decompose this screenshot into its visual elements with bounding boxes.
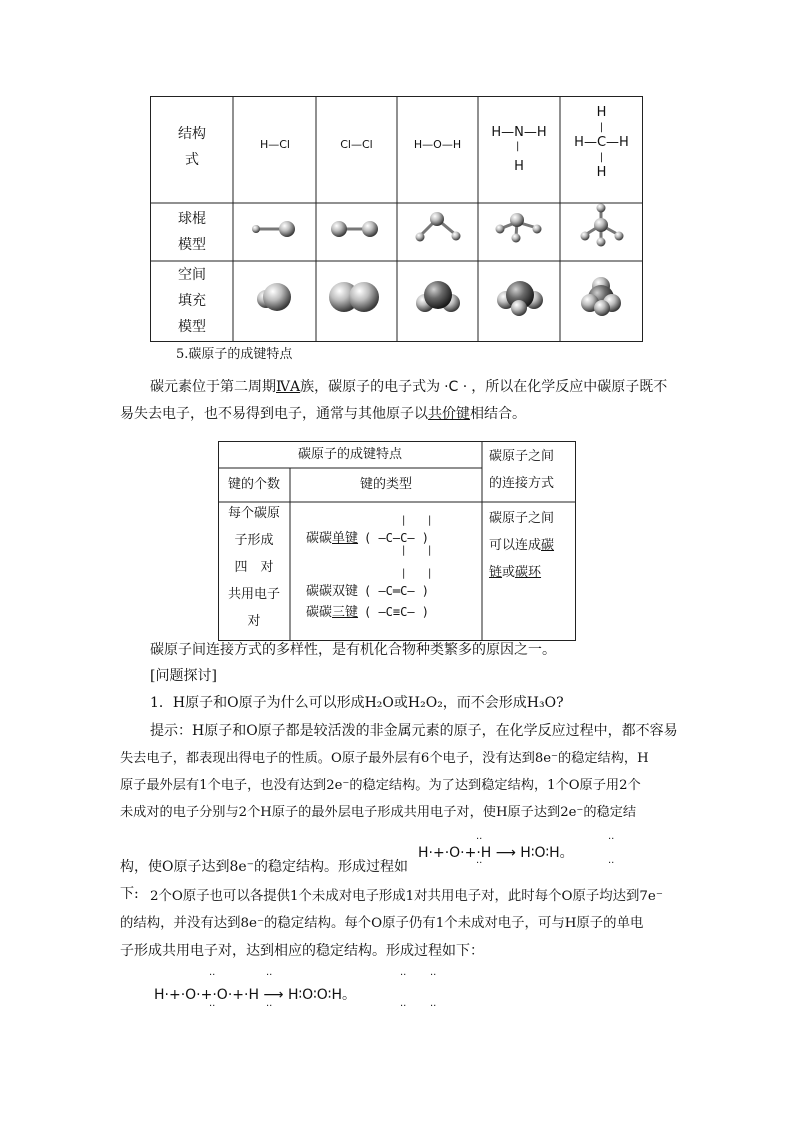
double-bond-row: 碳碳双键 <box>306 584 359 599</box>
table2-link-cell: 碳原子之间 可以连成碳 链或碳环 <box>489 511 555 580</box>
hint-line-5: 构，使O原子达到8e⁻的稳定结构。形成过程如下: <box>120 859 409 902</box>
row-label-structure: 结构 式 <box>178 126 206 168</box>
ch4-ball-stick <box>581 204 624 247</box>
para2-line-2: 的结构，并没有达到8e⁻的稳定结构。每个O原子仍有1个未成对电子，可与H原子的单电 <box>120 916 644 931</box>
table2-header-type: 键的类型 <box>359 477 412 492</box>
discussion-title: [问题探讨] <box>150 668 217 684</box>
cl2-space-fill <box>329 282 379 312</box>
nh3-ball-stick <box>496 213 542 243</box>
triple-bond-formula: ( —C≡C— ) <box>364 605 430 619</box>
carbon-electron-formula: ·C · <box>444 379 468 395</box>
h2o-ball-stick <box>416 212 461 242</box>
molecule-model-table <box>150 96 643 342</box>
triple-bond-row: 碳碳三键 <box>306 605 359 620</box>
bond-tick: | <box>428 568 432 579</box>
double-bond-formula: ( —C═C— ) <box>364 584 430 598</box>
hint-line-2: 失去电子，都表现出得电子的性质。O原子最外层有6个电子，没有达到8e⁻的稳定结构，H <box>120 751 649 766</box>
hint-line-4: 未成对的电子分别与2个H原子的最外层电子形成共用电子对，使H原子达到2e⁻的稳定结 <box>120 805 637 820</box>
h2o2-formation-equation: H·+·O·+·O·+·H ⟶ H∶O∶O∶H。 <box>154 987 356 1003</box>
table2-header-main: 碳原子的成键特点 <box>297 447 402 462</box>
ch4-space-fill <box>581 277 621 316</box>
bond-tick: | <box>428 515 432 526</box>
hint-line-3: 原子最外层有1个电子，也没有达到2e⁻的稳定结构。为了达到稳定结构，1个O原子用2个 <box>120 778 641 793</box>
para2-line-1: 2个O原子也可以各提供1个未成对电子形成1对共用电子对，此时每个O原子均达到7e⁻ <box>150 889 663 904</box>
table2-header-link: 碳原子之间 的连接方式 <box>489 449 555 491</box>
h2o-formation-equation: H·+·O·+·H ⟶ H∶O∶H。 <box>418 845 574 861</box>
h2o-space-fill <box>416 281 460 312</box>
section5-title: 5.碳原子的成键特点 <box>176 347 293 362</box>
after-table-note: 碳原子间连接方式的多样性，是有机化合物种类繁多的原因之一。 <box>150 642 556 658</box>
section5-intro-line2: 易失去电子，也不易得到电子，通常与其他原子以共价键相结合。 <box>120 406 526 422</box>
cl2-formula: Cl—Cl <box>340 138 373 151</box>
nh3-space-fill <box>497 281 543 316</box>
row-label-space-fill: 空间 填充 模型 <box>178 267 206 335</box>
single-bond-row: 碳碳单键 <box>306 531 359 546</box>
hcl-ball-stick <box>252 221 295 237</box>
carbon-bonding-table <box>218 441 576 641</box>
bond-tick: | <box>402 515 406 526</box>
ch4-formula: H | H—C—H | H <box>574 105 629 180</box>
cl2-ball-stick <box>331 221 378 237</box>
section5-intro-line1: 碳元素位于第二周期ⅣA族，碳原子的电子式为 ·C · ，所以在化学反应中碳原子既不 <box>150 379 668 395</box>
single-bond-formula: ( —C—C— ) <box>364 531 430 545</box>
nh3-formula: H—N—H | H <box>491 125 547 174</box>
bond-tick: | <box>428 545 432 556</box>
h2o-formula: H—O—H <box>413 138 462 151</box>
question-1: 1．H原子和O原子为什么可以形成H₂O或H₂O₂，而不会形成H₃O? <box>150 695 564 711</box>
bond-tick: | <box>402 568 406 579</box>
para2-line-3: 子形成共用电子对，达到相应的稳定结构。形成过程如下： <box>120 943 484 959</box>
hint-line-1: 提示：H原子和O原子都是较活泼的非金属元素的原子，在化学反应过程中，都不容易 <box>150 723 678 739</box>
hcl-space-fill <box>257 283 291 311</box>
table2-header-count: 键的个数 <box>227 477 280 492</box>
bond-tick: | <box>402 545 406 556</box>
table2-count-cell: 每个碳原 子形成 四 对 共用电子 对 <box>227 506 280 629</box>
row-label-ball-stick: 球棍 模型 <box>178 211 206 253</box>
hcl-formula: H—Cl <box>259 138 290 151</box>
